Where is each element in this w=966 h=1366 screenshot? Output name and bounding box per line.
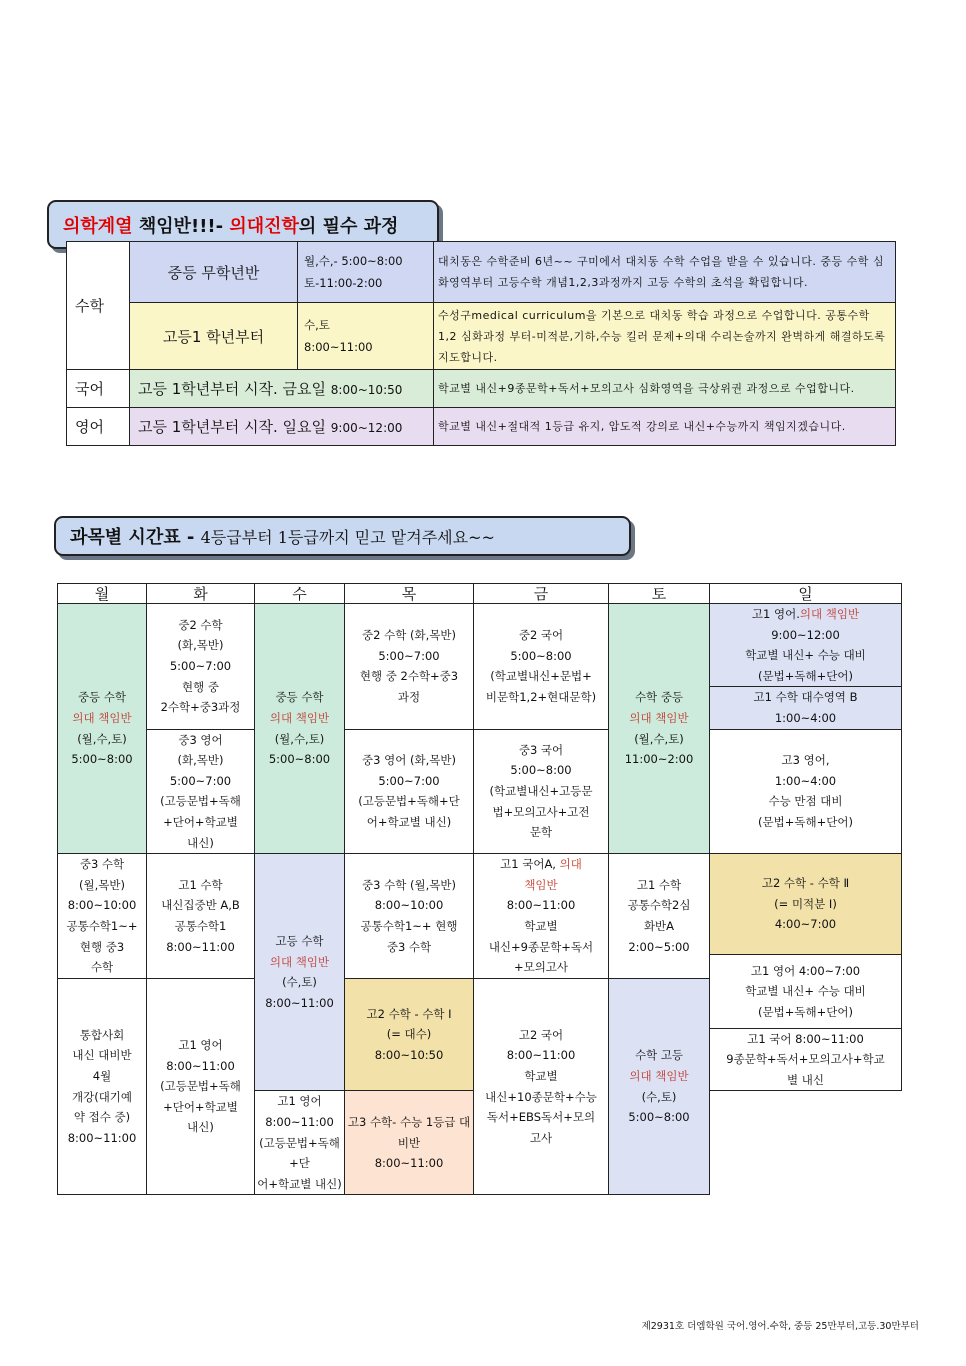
course-high1-math: 고등1 학년부터	[130, 303, 298, 370]
class-cell: 고1 수학 공통수학2심 화반A 2:00~5:00	[609, 854, 710, 979]
course-description: 학교별 내신+절대적 1등급 유지, 압도적 강의로 내신+수능까지 책임지겠습니다.	[434, 408, 896, 446]
class-cell: 중3 영어 (화,목반) 5:00~7:00 (고등문법+독해+단 어+학교별 내신)	[345, 729, 474, 854]
banner-med-school: 의대진학	[229, 215, 299, 237]
class-cell: 고1 영어 8:00~11:00 (고등문법+독해+단 어+학교별 내신)	[255, 1091, 345, 1195]
class-cell: 고1 수학 대수영역 B 1:00~4:00	[710, 687, 902, 729]
subject-english: 영어	[67, 408, 130, 446]
weekly-timetable	[57, 583, 902, 1195]
day-header: 수	[255, 584, 345, 604]
footer-note: 제2931호 더엠학원 국어.영어.수학, 중등 25만부터,고등.30만부터	[641, 1321, 919, 1332]
class-cell: 고1 영어 8:00~11:00 (고등문법+독해 +단어+학교별 내신)	[147, 978, 255, 1195]
day-header: 목	[345, 584, 474, 604]
class-cell: 고2 국어 8:00~11:00 학교별 내신+10종문학+수능 독서+EBS독서+모의 고사	[474, 978, 609, 1195]
day-header: 월	[58, 584, 147, 604]
class-cell: 고2 수학 - 수학 Ⅱ (= 미적분 Ⅰ) 4:00~7:00	[710, 854, 902, 955]
class-cell: 고1 영어 4:00~7:00 학교별 내신+ 수능 대비 (문법+독해+단어)	[710, 955, 902, 1029]
banner-timetable-slogan: 4등급부터 1등급까지 믿고 맡겨주세요~~	[200, 528, 495, 547]
class-cell: 고1 영어.의대 책임반 9:00~12:00 학교별 내신+ 수능 대비 (문법+독해+단어)	[710, 604, 902, 687]
course-description: 대치동은 수학준비 6년~~ 구미에서 대치동 수학 수업을 받을 수 있습니다. 중등 수학 심화영역부터 고등수학 개념1,2,3과정까지 고등 수학의 초석을 확립합니다.	[434, 242, 896, 303]
class-cell: 수학 중등 의대 책임반 (월,수,토) 11:00~2:00	[609, 604, 710, 854]
course-time: 수,토 8:00~11:00	[298, 303, 434, 370]
course-korean: 고등 1학년부터 시작. 금요일 8:00~10:50	[130, 370, 434, 408]
class-cell: 중3 수학 (월,목반) 8:00~10:00 공통수학1~+ 현행 중3 수학	[58, 854, 147, 979]
class-cell: 중3 수학 (월,목반) 8:00~10:00 공통수학1~+ 현행 중3 수학	[345, 854, 474, 979]
class-cell: 고등 수학 의대 책임반 (수,토) 8:00~11:00	[255, 854, 345, 1091]
class-cell: 수학 고등 의대 책임반 (수,토) 5:00~8:00	[609, 978, 710, 1195]
banner-required-course: 의 필수 과정	[298, 215, 399, 237]
class-cell: 중3 영어 (화,목반) 5:00~7:00 (고등문법+독해 +단어+학교별 내신)	[147, 729, 255, 854]
day-header: 토	[609, 584, 710, 604]
section-banner-timetable	[54, 516, 631, 556]
banner-timetable-title: 과목별 시간표 -	[70, 527, 201, 548]
day-header: 금	[474, 584, 609, 604]
course-description: 수성구medical curriculum을 기본으로 대치동 학습 과정으로 수업합니다. 공통수학 1,2 심화과정 부터-미적분,기하,수능 킬러 문제+의대 수리논술까지 완벽하게 해결하도록 지도합니다.	[434, 303, 896, 370]
class-cell: 중2 국어 5:00~8:00 (학교별내신+문법+ 비문학1,2+현대문학)	[474, 604, 609, 730]
class-cell: 중2 수학 (화,목반) 5:00~7:00 현행 중 2수학+중3과정	[147, 604, 255, 730]
course-time: 월,수,- 5:00~8:00 토-11:00-2:00	[298, 242, 434, 303]
banner-medical-title: 의학계열	[63, 215, 133, 237]
class-cell: 중3 국어 5:00~8:00 (학교별내신+고등문 법+모의고사+고전 문학	[474, 729, 609, 854]
class-cell: 중등 수학 의대 책임반 (월,수,토) 5:00~8:00	[255, 604, 345, 854]
day-header: 일	[710, 584, 902, 604]
day-header: 화	[147, 584, 255, 604]
class-cell: 통합사회 내신 대비반 4월 개강(대기예 약 접수 중) 8:00~11:00	[58, 978, 147, 1195]
course-overview-table	[66, 241, 896, 446]
subject-korean: 국어	[67, 370, 130, 408]
class-cell: 고3 수학- 수능 1등급 대비반 8:00~11:00	[345, 1091, 474, 1195]
class-cell: 고2 수학 - 수학 Ⅰ (= 대수) 8:00~10:50	[345, 978, 474, 1091]
course-middle-math: 중등 무학년반	[130, 242, 298, 303]
subject-math: 수학	[67, 242, 130, 370]
course-english: 고등 1학년부터 시작. 일요일 9:00~12:00	[130, 408, 434, 446]
class-cell: 고1 국어 8:00~11:00 9종문학+독서+모의고사+학교 별 내신	[710, 1028, 902, 1091]
class-cell: 중등 수학 의대 책임반 (월,수,토) 5:00~8:00	[58, 604, 147, 854]
course-description: 학교별 내신+9종문학+독서+모의고사 심화영역을 극상위권 과정으로 수업합니다.	[434, 370, 896, 408]
class-cell: 고3 영어, 1:00~4:00 수능 만점 대비 (문법+독해+단어)	[710, 729, 902, 854]
class-cell: 고1 수학 내신집중반 A,B 공통수학1 8:00~11:00	[147, 854, 255, 979]
class-cell: 고1 국어A, 의대 책임반 8:00~11:00 학교별 내신+9종문학+독서 +모의고사	[474, 854, 609, 979]
banner-responsible-class: 책임반!!!-	[132, 215, 230, 237]
class-cell: 중2 수학 (화,목반) 5:00~7:00 현행 중 2수학+중3 과정	[345, 604, 474, 730]
